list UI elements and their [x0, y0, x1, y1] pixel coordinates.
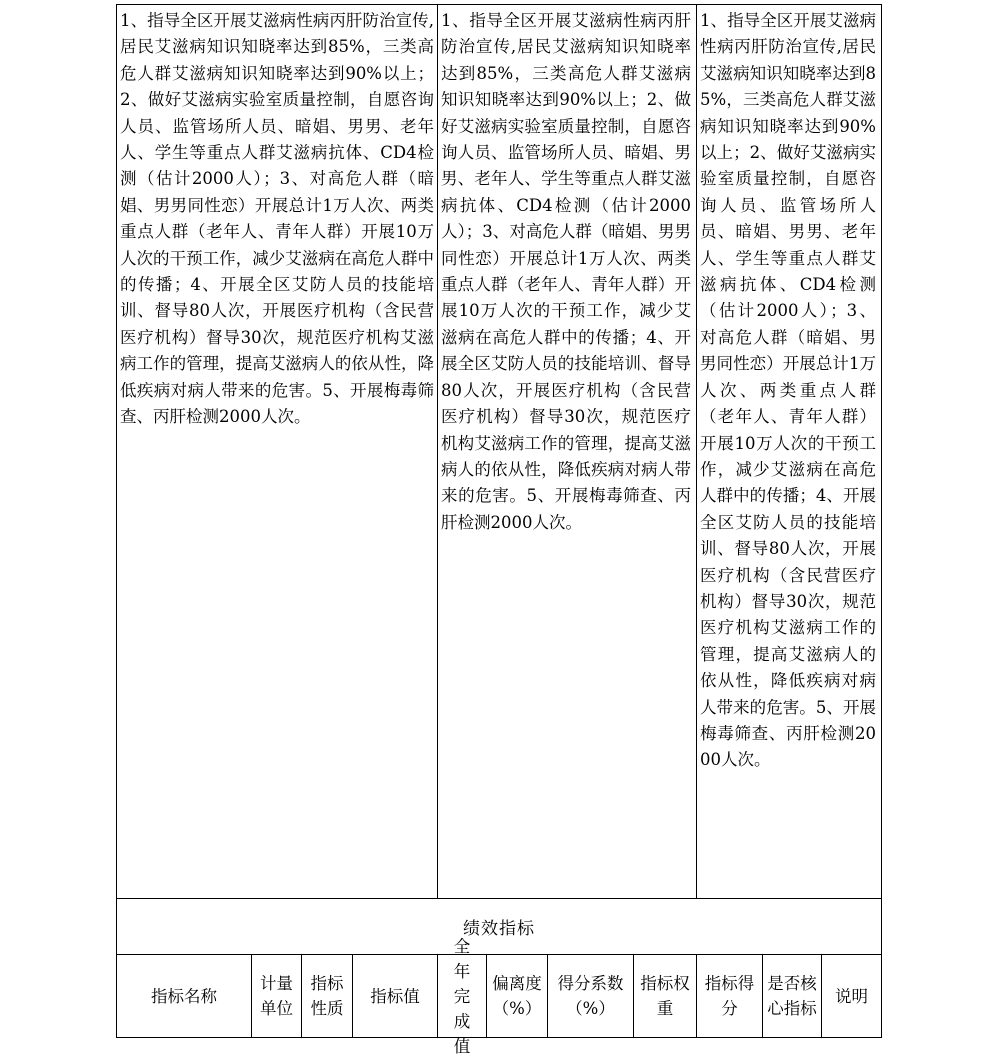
- task-content-col2: 1、指导全区开展艾滋病性病丙肝防治宣传,居民艾滋病知识知晓率达到85%，三类高危人群艾滋病知识知晓率达到90%以上；2、做好艾滋病实验室质量控制，自愿咨询人员、监管场所人员、暗娼、男男、老年人、学生等重点人群艾滋病抗体、CD4检测（估计2000人）；3、对高危人群（暗娼、男男同性恋）开展总计1万人次、两类重点人群（老年人、青年人群）开展10万人次的干预工作，减少艾滋病在高危人群中的传播；4、开展全区艾防人员的技能培训、督导80人次，开展医疗机构（含民营医疗机构）督导30次，规范医疗机构艾滋病工作的管理，提高艾滋病人的依从性，降低疾病对病人带来的危害。5、开展梅毒筛查、丙肝检测2000人次。: [441, 11, 691, 532]
- performance-indicators-title: 绩效指标: [463, 918, 535, 939]
- header-is-core-indicator: 是否核心指标: [767, 974, 817, 1018]
- header-notes: 说明: [835, 986, 868, 1006]
- task-content-col1: 1、指导全区开展艾滋病性病丙肝防治宣传,居民艾滋病知识知晓率达到85%，三类高危人群艾滋病知识知晓率达到90%以上；2、做好艾滋病实验室质量控制，自愿咨询人员、监管场所人员、暗娼、男男、老年人、学生等重点人群艾滋病抗体、CD4检测（估计2000人）；3、对高危人群（暗娼、男男同性恋）开展总计1万人次、两类重点人群（老年人、青年人群）开展10万人次的干预工作，减少艾滋病在高危人群中的传播；4、开展全区艾防人员的技能培训、督导80人次，开展医疗机构（含民营医疗机构）督导30次，规范医疗机构艾滋病工作的管理，提高艾滋病人的依从性，降低疾病对病人带来的危害。5、开展梅毒筛查、丙肝检测2000人次。: [120, 11, 434, 427]
- column-divider-2: [696, 4, 697, 898]
- header-indicator-value: 指标值: [370, 986, 420, 1006]
- column-divider-1: [437, 4, 438, 898]
- header-deviation: 偏离度（%）: [492, 974, 542, 1018]
- header-indicator-nature: 指标性质: [310, 974, 344, 1018]
- header-unit: 计量单位: [260, 974, 293, 1018]
- header-indicator-name: 指标名称: [151, 986, 217, 1006]
- task-content-col3: 1、指导全区开展艾滋病性病丙肝防治宣传,居民艾滋病知识知晓率达到85%，三类高危人群艾滋病知识知晓率达到90%以上；2、做好艾滋病实验室质量控制，自愿咨询人员、监管场所人员、暗娼、男男、老年人、学生等重点人群艾滋病抗体、CD4检测（估计2000人）；3、对高危人群（暗娼、男男同性恋）开展总计1万人次、两类重点人群（老年人、青年人群）开展10万人次的干预工作，减少艾滋病在高危人群中的传播；4、开展全区艾防人员的技能培训、督导80人次，开展医疗机构（含民营医疗机构）督导30次，规范医疗机构艾滋病工作的管理，提高艾滋病人的依从性，降低疾病对病人带来的危害。5、开展梅毒筛查、丙肝检测2000人次。: [700, 11, 876, 770]
- header-score-coefficient: 得分系数（%）: [557, 974, 624, 1018]
- header-annual-completion: 全年完成值: [453, 936, 471, 1056]
- header-indicator-score: 指标得分: [704, 974, 755, 1018]
- header-indicator-weight: 指标权重: [640, 974, 690, 1018]
